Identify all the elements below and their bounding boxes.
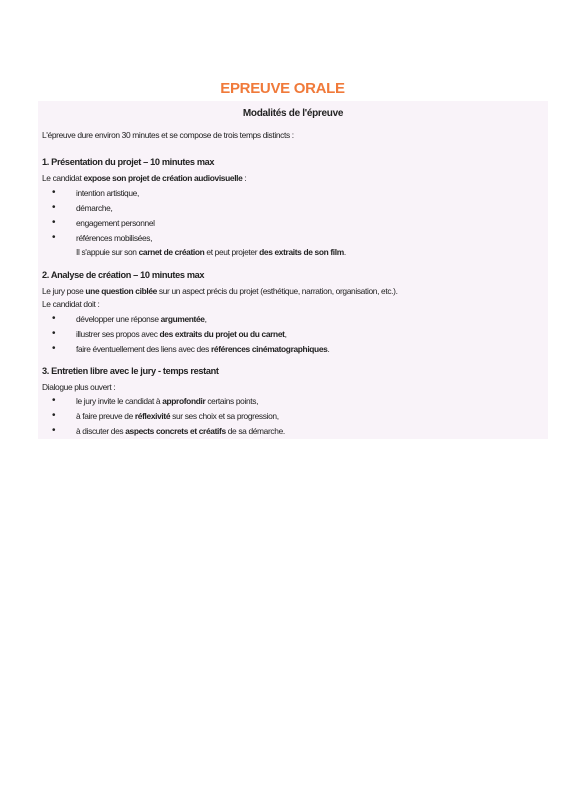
section1-lead: Le candidat expose son projet de création audiovisuelle : xyxy=(42,173,247,183)
box-title: Modalités de l'épreuve xyxy=(242,108,344,119)
section2-lead: Le jury pose une question ciblée sur un aspect précis du projet (esthétique, narration, organisation, etc.). xyxy=(42,286,398,296)
section3-heading: 3. Entretien libre avec le jury - temps restant xyxy=(42,366,219,376)
section2-lead2: Le candidat doit : xyxy=(42,299,100,309)
page-title: EPREUVE ORALE xyxy=(220,80,345,97)
section1-heading: 1. Présentation du projet – 10 minutes max xyxy=(42,157,215,167)
section2-heading: 2. Analyse de création – 10 minutes max xyxy=(42,270,205,280)
modalities-box: Modalités de l'épreuve L'épreuve dure environ 30 minutes et se compose de trois temps distincts : 1. Présentation du projet – 10 minutes max Le candidat expose son projet de création audiovisuelle : • intention artistique, • démarche, • engagement personnel • références mobilisées, Il s'appuie sur son carnet de création et peut projeter des extraits de son film. 2. Analyse de création – 10 minutes max Le jury pose une question ciblée sur un aspect précis du projet (esthétique, narration, organisation, etc.). Le candidat doit : • développer une réponse argumentée, • illustrer ses propos avec des extraits du projet ou du carnet, • faire éventuellement des liens avec des références cinématographiques. 3. Entretien libre avec le jury - temps restant Dialogue plus ouvert : • le jury invite le candidat à approfondir certains points, • à faire preuve de réflexivité sur ses choix et sa progression, • à discuter des aspects concrets et créatifs de sa démarche. xyxy=(38,101,548,439)
intro-text: L'épreuve dure environ 30 minutes et se compose de trois temps distincts : xyxy=(42,130,294,140)
section3-lead: Dialogue plus ouvert : xyxy=(42,382,116,392)
section1-note: Il s'appuie sur son carnet de création et peut projeter des extraits de son film. xyxy=(76,247,346,257)
